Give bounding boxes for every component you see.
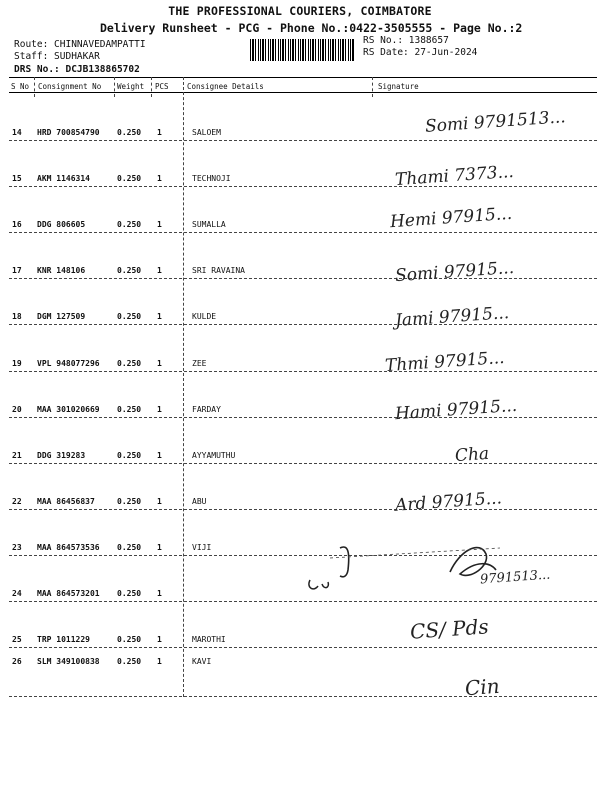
row-divider (9, 463, 597, 464)
signature: Thami 7373... (394, 161, 515, 191)
row-weight: 0.250 (117, 451, 142, 460)
row-consignment: MAA 301020669 (37, 405, 100, 414)
row-consignee: VIJI (192, 543, 212, 552)
row-consignee: SALOEM (192, 128, 221, 137)
row-consignment: VPL 948077296 (37, 359, 100, 368)
row-divider (9, 509, 597, 510)
row-sno: 20 (12, 405, 22, 414)
row-consignee: SUMALLA (192, 220, 226, 229)
row-pcs: 1 (157, 657, 162, 666)
row-pcs: 1 (157, 220, 162, 229)
rs-date: RS Date: 27-Jun-2024 (363, 47, 478, 58)
row-weight: 0.250 (117, 635, 142, 644)
row-consignee: FARDAY (192, 405, 221, 414)
col-header-consignment: Consignment No (38, 82, 102, 91)
col-divider (34, 77, 35, 97)
row-consignment: KNR 148106 (37, 266, 86, 275)
row-consignment: MAA 864573536 (37, 543, 100, 552)
row-pcs: 1 (157, 635, 162, 644)
row-pcs: 1 (157, 589, 162, 598)
row-weight: 0.250 (117, 359, 142, 368)
row-consignment: AKM 1146314 (37, 174, 90, 183)
row-weight: 0.250 (117, 128, 142, 137)
rs-number: RS No.: 1388657 (363, 35, 449, 46)
row-consignee: AYYAMUTHU (192, 451, 236, 460)
signature: Jami 97915... (394, 303, 510, 331)
row-weight: 0.250 (117, 497, 142, 506)
header-bottom-rule (9, 92, 597, 93)
row-pcs: 1 (157, 266, 162, 275)
row-sno: 15 (12, 174, 22, 183)
row-pcs: 1 (157, 543, 162, 552)
row-consignment: DDG 806605 (37, 220, 86, 229)
signature: Cin (464, 673, 501, 701)
row-weight: 0.250 (117, 657, 142, 666)
signature: Cha (454, 443, 490, 467)
runsheet-subtitle: Delivery Runsheet - PCG - Phone No.:0422-3505555 - Page No.:2 (100, 21, 523, 35)
row-sno: 14 (12, 128, 22, 137)
row-sno: 17 (12, 266, 22, 275)
drs-number: DRS No.: DCJB138865702 (14, 64, 140, 75)
row-sno: 26 (12, 657, 22, 666)
row-sno: 23 (12, 543, 22, 552)
row-consignee: ZEE (192, 359, 207, 368)
row-divider (9, 417, 597, 418)
signature: Thmi 97915... (384, 347, 506, 377)
row-weight: 0.250 (117, 312, 142, 321)
signature-scribble (300, 540, 590, 610)
row-consignee: MAROTHI (192, 635, 226, 644)
row-sno: 18 (12, 312, 22, 321)
signature: Somi 97915... (394, 257, 515, 287)
row-pcs: 1 (157, 497, 162, 506)
row-pcs: 1 (157, 451, 162, 460)
row-pcs: 1 (157, 405, 162, 414)
col-divider (114, 77, 115, 97)
row-consignment: MAA 864573201 (37, 589, 100, 598)
col-header-pcs: PCS (155, 82, 169, 91)
col-divider (183, 77, 184, 697)
signature: Ard 97915... (394, 488, 503, 516)
row-weight: 0.250 (117, 405, 142, 414)
col-divider (151, 77, 152, 97)
signature: CS/ Pds (409, 614, 490, 644)
signature: Hemi 97915... (389, 203, 513, 233)
row-consignment: MAA 86456837 (37, 497, 95, 506)
row-sno: 16 (12, 220, 22, 229)
company-title: THE PROFESSIONAL COURIERS, COIMBATORE (168, 4, 432, 18)
row-sno: 19 (12, 359, 22, 368)
row-divider (9, 324, 597, 325)
row-pcs: 1 (157, 128, 162, 137)
row-pcs: 1 (157, 359, 162, 368)
row-consignment: TRP 1011229 (37, 635, 90, 644)
row-consignee: SRI RAVAINA (192, 266, 245, 275)
col-header-consignee: Consignee Details (187, 82, 264, 91)
col-header-signature: Signature (378, 82, 419, 91)
row-divider (9, 696, 597, 697)
col-divider (372, 77, 373, 97)
row-sno: 25 (12, 635, 22, 644)
barcode (250, 39, 354, 61)
row-divider (9, 186, 597, 187)
signature: 9791513... (479, 567, 551, 588)
row-weight: 0.250 (117, 220, 142, 229)
row-sno: 22 (12, 497, 22, 506)
row-weight: 0.250 (117, 543, 142, 552)
row-consignment: SLM 349100838 (37, 657, 100, 666)
row-consignment: DGM 127509 (37, 312, 86, 321)
row-consignee: KULDE (192, 312, 217, 321)
row-divider (9, 140, 597, 141)
row-sno: 24 (12, 589, 22, 598)
row-weight: 0.250 (117, 174, 142, 183)
signature: Hami 97915... (394, 395, 518, 425)
row-consignment: HRD 700854790 (37, 128, 100, 137)
col-header-sno: S No (11, 82, 30, 91)
row-pcs: 1 (157, 312, 162, 321)
row-divider (9, 232, 597, 233)
row-weight: 0.250 (117, 266, 142, 275)
row-consignee: ABU (192, 497, 207, 506)
row-sno: 21 (12, 451, 22, 460)
row-divider (9, 371, 597, 372)
table-top-rule (9, 77, 597, 78)
row-consignee: TECHNOJI (192, 174, 231, 183)
col-header-weight: Weight (117, 82, 145, 91)
staff-label: Staff: SUDHAKAR (14, 51, 100, 62)
route-label: Route: CHINNAVEDAMPATTI (14, 39, 146, 50)
row-weight: 0.250 (117, 589, 142, 598)
row-consignee: KAVI (192, 657, 212, 666)
row-divider (9, 647, 597, 648)
row-consignment: DDG 319283 (37, 451, 86, 460)
signature: Somi 9791513... (424, 107, 567, 137)
row-pcs: 1 (157, 174, 162, 183)
